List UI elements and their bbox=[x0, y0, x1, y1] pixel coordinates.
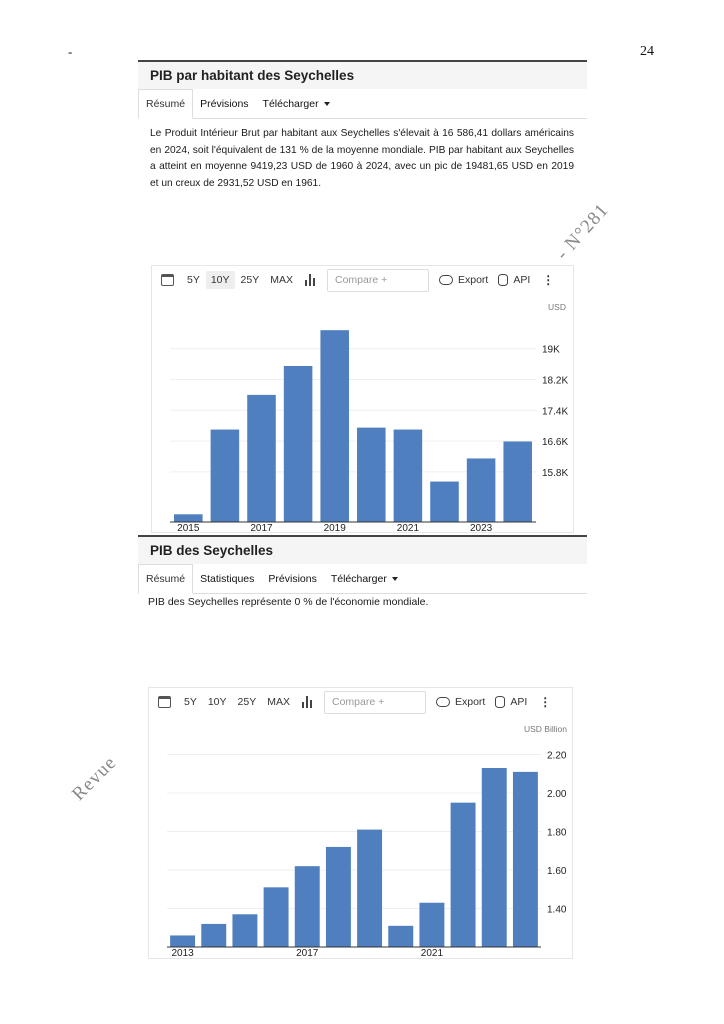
caret-down-icon bbox=[392, 577, 398, 581]
range-5y[interactable]: 5Y bbox=[184, 696, 197, 708]
section-description: PIB des Seychelles représente 0 % de l'économie mondiale. bbox=[148, 596, 429, 608]
bar bbox=[357, 830, 382, 947]
range-5y[interactable]: 5Y bbox=[187, 274, 200, 286]
journal-watermark: Revue bbox=[68, 752, 121, 805]
bar bbox=[513, 772, 538, 947]
y-tick-label: 1.80 bbox=[547, 827, 567, 839]
compare-input[interactable]: Compare + bbox=[324, 691, 426, 714]
tab-bar bbox=[138, 89, 587, 119]
y-tick-label: 17.4K bbox=[542, 406, 569, 418]
x-tick-label: 2017 bbox=[296, 948, 319, 959]
tab-label: Télécharger bbox=[262, 97, 319, 110]
x-tick-label: 2013 bbox=[171, 948, 194, 959]
x-tick-label: 2017 bbox=[250, 523, 273, 534]
bar bbox=[170, 935, 195, 947]
api-button[interactable]: API bbox=[510, 696, 528, 708]
bar bbox=[284, 366, 313, 522]
y-tick-label: 2.00 bbox=[547, 789, 567, 801]
compare-input[interactable]: Compare + bbox=[327, 269, 429, 292]
tab-bar bbox=[138, 564, 587, 594]
chart-panel-2 bbox=[148, 687, 573, 959]
range-10y[interactable]: 10Y bbox=[206, 271, 235, 289]
y-tick-label: 16.6K bbox=[542, 437, 569, 449]
section-description: Le Produit Intérieur Brut par habitant aux Seychelles s'élevait à 16 586,41 dollars américains en 2024, soit l'équivalent de 131 % de la moyenne mondiale. PIB par habitant aux Seychelles a atteint en moyenne 9419,23 USD de 1960 à 2024, avec un pic de 19481,65 USD en 2019 et un creux de 2931,52 USD en 1961. bbox=[150, 128, 574, 189]
x-tick-label: 2015 bbox=[177, 523, 200, 534]
x-tick-label: 2021 bbox=[420, 948, 444, 959]
bar bbox=[295, 866, 320, 947]
gdp-chart bbox=[149, 688, 574, 960]
bar bbox=[357, 428, 386, 522]
y-tick-label: 1.60 bbox=[547, 866, 567, 878]
tab-label: Télécharger bbox=[330, 572, 387, 585]
bar bbox=[451, 803, 476, 947]
gdp-card bbox=[138, 535, 587, 594]
bar bbox=[326, 847, 351, 947]
bar bbox=[211, 430, 240, 522]
bar bbox=[430, 482, 459, 522]
bar bbox=[394, 430, 423, 522]
page-dash: - bbox=[68, 44, 73, 59]
bar bbox=[419, 903, 444, 947]
unit-label: USD Billion bbox=[524, 724, 567, 734]
bar bbox=[232, 914, 257, 947]
section-title: PIB par habitant des Seychelles bbox=[138, 60, 587, 89]
more-options-icon[interactable]: ⋮ bbox=[542, 273, 555, 287]
bar bbox=[264, 887, 289, 947]
range-max[interactable]: MAX bbox=[267, 696, 290, 708]
range-10y[interactable]: 10Y bbox=[207, 696, 227, 708]
journal-watermark: - N°281 bbox=[552, 199, 614, 265]
tab-telecharger[interactable] bbox=[256, 89, 337, 119]
bar bbox=[482, 768, 507, 947]
page-number: 24 bbox=[640, 44, 654, 59]
range-25y[interactable]: 25Y bbox=[240, 274, 260, 286]
tab-telecharger[interactable] bbox=[324, 564, 405, 594]
bar bbox=[247, 395, 276, 522]
y-tick-label: 1.40 bbox=[547, 904, 567, 916]
y-tick-label: 19K bbox=[542, 344, 560, 356]
tab-resume[interactable]: Résumé bbox=[138, 564, 193, 594]
bar bbox=[174, 514, 203, 522]
bar bbox=[467, 458, 496, 522]
api-button[interactable]: API bbox=[513, 274, 531, 286]
bar bbox=[320, 330, 349, 522]
bar bbox=[503, 441, 532, 522]
x-tick-label: 2021 bbox=[396, 523, 420, 534]
export-button[interactable]: Export bbox=[457, 274, 489, 286]
unit-label: USD bbox=[548, 302, 566, 312]
y-tick-label: 15.8K bbox=[542, 467, 569, 479]
x-tick-label: 2023 bbox=[469, 523, 493, 534]
more-options-icon[interactable]: ⋮ bbox=[539, 695, 552, 709]
range-25y[interactable]: 25Y bbox=[237, 696, 257, 708]
y-tick-label: 18.2K bbox=[542, 375, 569, 387]
x-tick-label: 2019 bbox=[323, 523, 346, 534]
tab-previsions[interactable]: Prévisions bbox=[200, 97, 249, 110]
tab-previsions[interactable]: Prévisions bbox=[268, 572, 317, 585]
tab-statistiques[interactable]: Statistiques bbox=[200, 572, 255, 585]
chart-panel-1 bbox=[151, 265, 574, 533]
tab-resume[interactable]: Résumé bbox=[138, 89, 193, 119]
section-title: PIB des Seychelles bbox=[138, 535, 587, 564]
gdp-per-capita-card bbox=[138, 60, 587, 119]
range-max[interactable]: MAX bbox=[270, 274, 293, 286]
export-button[interactable]: Export bbox=[454, 696, 486, 708]
y-tick-label: 2.20 bbox=[547, 750, 567, 762]
bar bbox=[201, 924, 226, 947]
gdp-per-capita-chart bbox=[152, 266, 575, 534]
bar bbox=[388, 926, 413, 947]
caret-down-icon bbox=[324, 102, 330, 106]
